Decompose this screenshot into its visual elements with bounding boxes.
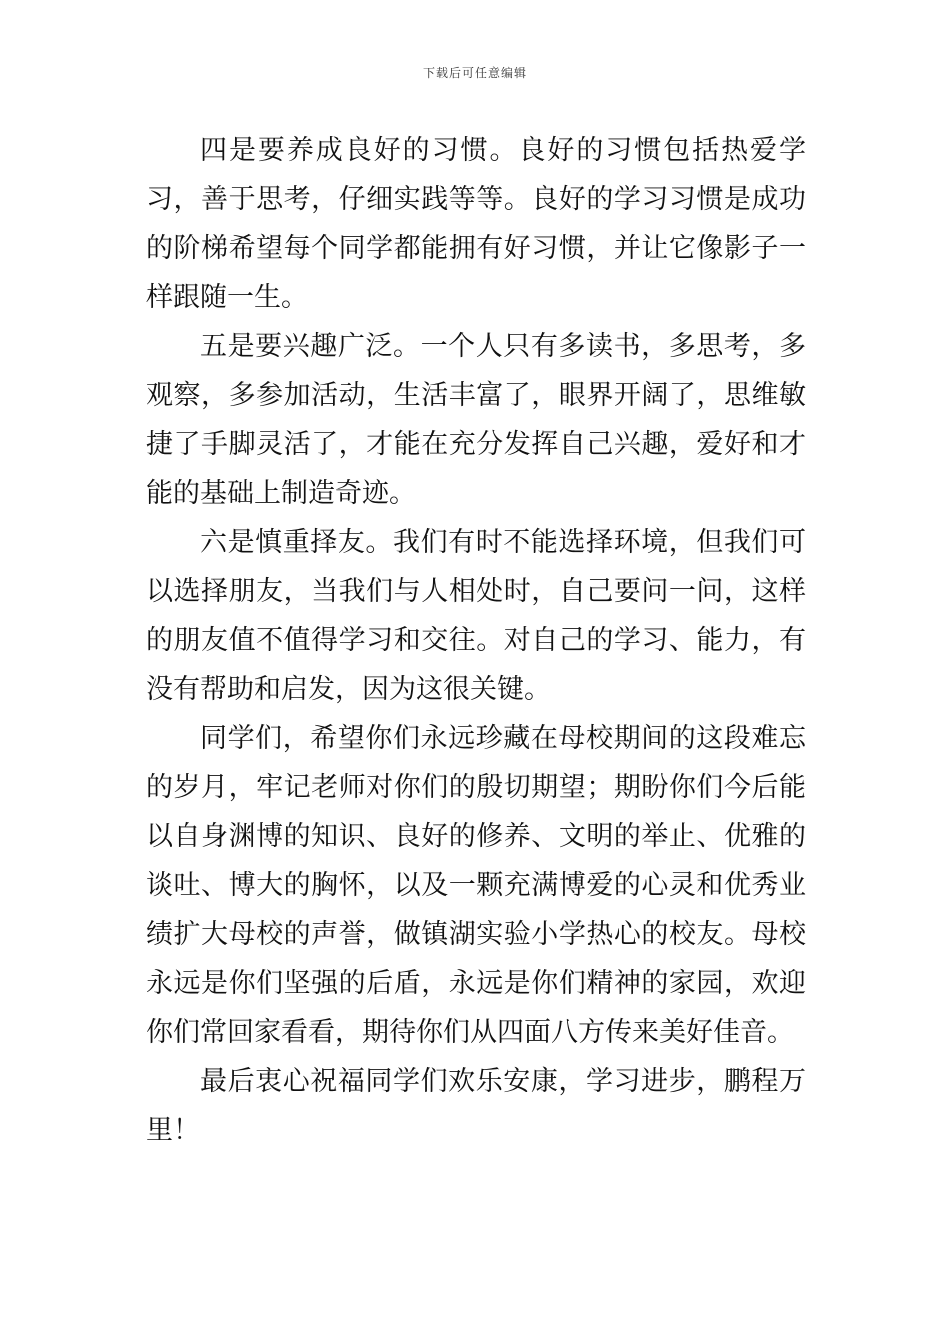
paragraph-farewell: 同学们，希望你们永远珍藏在母校期间的这段难忘的岁月，牢记老师对你们的殷切期望；期盼你们今后能以自身渊博的知识、良好的修养、文明的举止、优雅的谈吐、博大的胸怀，以及一颗充满博爱的心灵和优秀业绩扩大母校的声誉，做镇湖实验小学热心的校友。母校永远是你们坚强的后盾，永远是你们精神的家园，欢迎你们常回家看看，期待你们从四面八方传来美好佳音。 [146,723,806,1048]
paragraph-habits: 四是要养成良好的习惯。良好的习惯包括热爱学习，善于思考，仔细实践等等。良好的学习习惯是成功的阶梯希望每个同学都能拥有好习惯，并让它像影子一样跟随一生。 [146,135,806,313]
paragraph-interests: 五是要兴趣广泛。一个人只有多读书，多思考，多观察，多参加活动，生活丰富了，眼界开阔了，思维敏捷了手脚灵活了，才能在充分发挥自己兴趣，爱好和才能的基础上制造奇迹。 [146,331,806,509]
paragraph-blessing: 最后衷心祝福同学们欢乐安康，学习进步，鹏程万里！ [146,1066,806,1146]
header-note: 下载后可任意编辑 [422,66,527,80]
paragraph-friends: 六是慎重择友。我们有时不能选择环境，但我们可以选择朋友，当我们与人相处时，自己要问一问，这样的朋友值不值得学习和交往。对自己的学习、能力，有没有帮助和启发，因为这很关键。 [146,527,806,705]
document-body [146,126,806,1155]
